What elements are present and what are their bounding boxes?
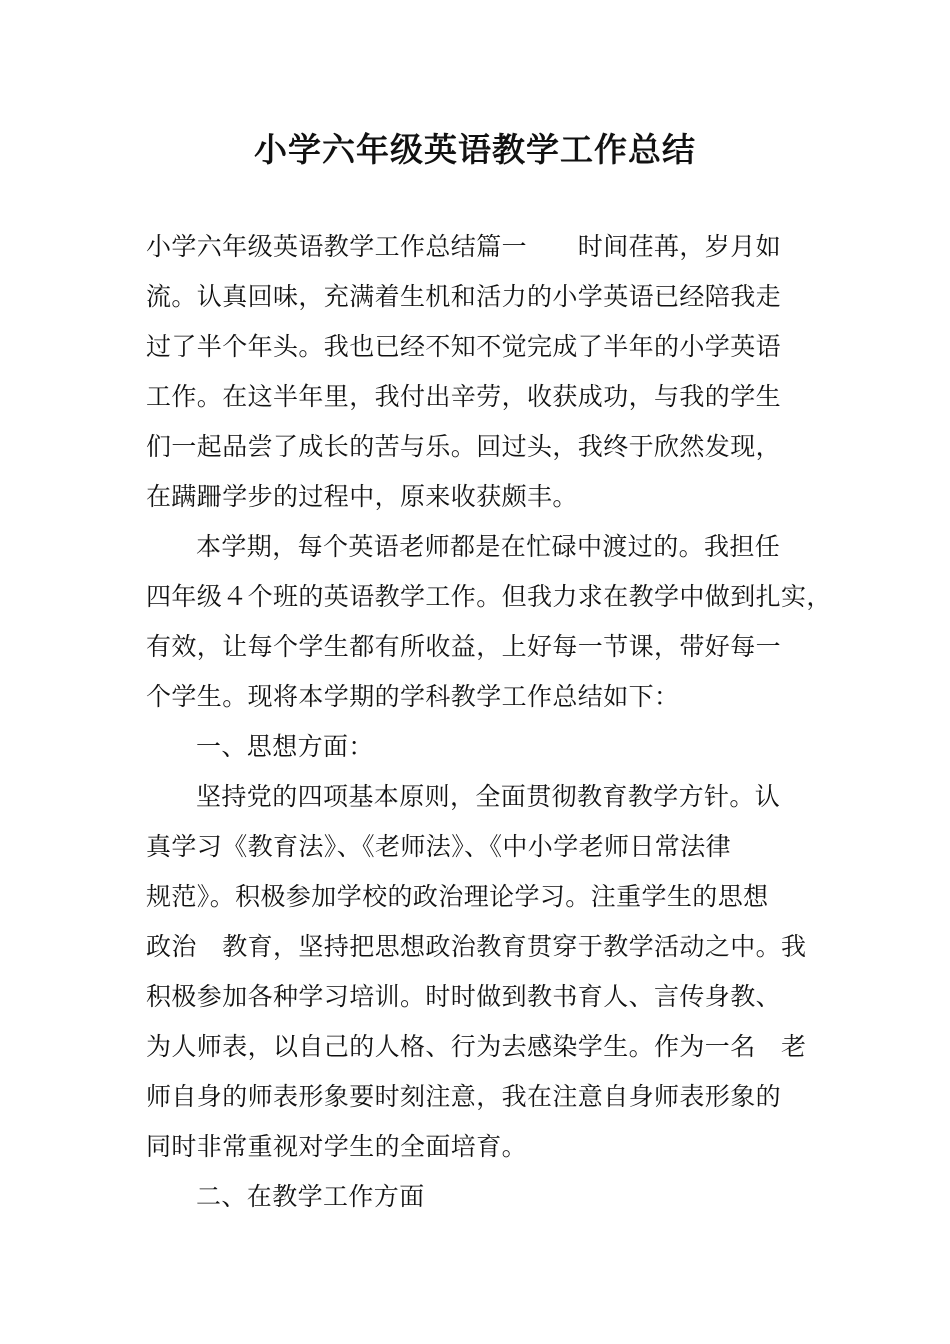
paragraph-line: 为人师表，以自己的人格、行为去感染学生。作为一名 老	[146, 1032, 807, 1061]
paragraph-line: 师自身的师表形象要时刻注意，我在注意自身师表形象的	[146, 1082, 782, 1111]
paragraph-line: 们一起品尝了成长的苦与乐。回过头，我终于欣然发现，	[146, 432, 782, 461]
paragraph-line: 真学习《教育法》、《老师法》、《中小学老师日常法律	[146, 832, 732, 861]
paragraph-line: 规范》。积极参加学校的政治理论学习。注重学生的思想	[146, 882, 769, 911]
paragraph-line: 坚持党的四项基本原则，全面贯彻教育教学方针。认	[196, 782, 781, 811]
paragraph-line: 个学生。现将本学期的学科教学工作总结如下：	[146, 682, 680, 711]
section-heading: 二、在教学工作方面	[196, 1182, 425, 1211]
paragraph-line: 过了半个年头。我也已经不知不觉完成了半年的小学英语	[146, 332, 782, 361]
paragraph-line: 工作。在这半年里，我付出辛劳，收获成功，与我的学生	[146, 382, 782, 411]
paragraph-line: 四年级４个班的英语教学工作。但我力求在教学中做到扎实，	[146, 582, 832, 611]
section-heading: 一、思想方面：	[196, 732, 374, 761]
paragraph-line: 有效，让每个学生都有所收益，上好每一节课，带好每一	[146, 632, 782, 661]
paragraph-line: 本学期，每个英语老师都是在忙碌中渡过的。我担任	[196, 532, 781, 561]
paragraph-line: 同时非常重视对学生的全面培育。	[146, 1132, 528, 1161]
paragraph-line: 在蹒跚学步的过程中，原来收获颇丰。	[146, 482, 578, 511]
paragraph-line: 积极参加各种学习培训。时时做到教书育人、言传身教、	[146, 982, 782, 1011]
paragraph-line: 小学六年级英语教学工作总结篇一 时间荏苒，岁月如	[146, 232, 782, 261]
paragraph-line: 流。认真回味，充满着生机和活力的小学英语已经陪我走	[146, 282, 782, 311]
document-title: 小学六年级英语教学工作总结	[254, 130, 696, 169]
paragraph-line: 政治 教育，坚持把思想政治教育贯穿于教学活动之中。我	[146, 932, 807, 961]
